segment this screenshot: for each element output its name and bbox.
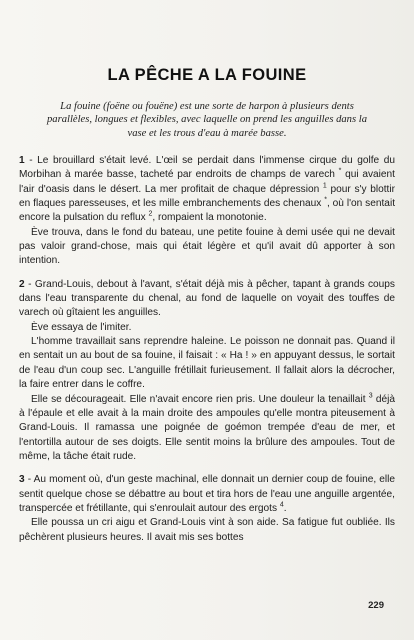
text-run: - Le brouillard s'était levé. L'œil se perdait dans l'immense cirque du golfe du Morbihan à marée basse, tacheté par endroits de champs de varech: [19, 155, 395, 181]
paragraph: Elle poussa un cri aigu et Grand-Louis vint à son aide. Sa fatigue fut oubliée. Ils pêchèrent plusieurs heures. Il avait mis ses bottes: [19, 517, 395, 543]
paragraph: L'homme travaillait sans reprendre haleine. Le poisson ne donnait pas. Quand il en sentait un au bout de sa fouine, il faisait : « Ha ! » en appuyant dessus, le sortait de l'eau d'un coup sec. L'anguille frétillait furieusement. Il fallait alors la décrocher, la faire entrer dans le coffre.: [19, 336, 395, 391]
footnote-mark: 4: [279, 501, 284, 509]
page-title: LA PÊCHE A LA FOUINE: [107, 66, 307, 84]
body-text: [19, 154, 395, 545]
text-run: - Au moment où, d'un geste machinal, elle donnait un dernier coup de fouine, elle sentit quelque chose se débattre au bout et tira hors de l'eau une anguille argentée, transpercée et frétillante, qui s'enroulait autour des ergots: [19, 474, 395, 514]
paragraph-2: [19, 278, 395, 321]
paragraph-3: [19, 473, 395, 516]
text-run: , rompaient la monotonie.: [152, 212, 267, 224]
paragraph: Ève trouva, dans le fond du bateau, une petite fouine à demi usée qui ne devait pas valoir grand-chose, mais qui était légère et qu'il avait dû apporter à son intention.: [19, 226, 395, 267]
text-run: pour s'y blottir en flaques paresseuses, et les mille embranchements des chenaux: [19, 183, 395, 210]
footnote-mark: 2: [148, 211, 153, 218]
footnote-mark: *: [324, 196, 327, 204]
text-run: , où l'on sentait encore la pulsation du reflux: [19, 198, 396, 224]
paragraph: Ève essaya de l'imiter.: [31, 321, 132, 333]
text-run: qui avaient l'air d'oasis dans le désert. La mer profitait de chaque dépression: [19, 169, 395, 195]
text-run: déjà à l'épaule et elle avait à la main droite des ampoules qu'elle montra piteusement à Grand-Louis. Il ramassa une poignée de goémon trempée d'eau de mer, et l'entortilla autour de ses doigts. Elle sentit moins la brûlure des ampoules. Tout de même, la tâche était rude.: [19, 393, 396, 462]
paragraph-1: [19, 154, 395, 226]
page-number: 229: [368, 600, 384, 611]
footnote-mark: 1: [322, 182, 327, 190]
text-run: Elle se décourageait. Elle n'avait encore rien pris. Une douleur la tenaillait: [31, 393, 369, 405]
paragraph: [19, 393, 395, 465]
paragraph-number: 2: [19, 278, 25, 290]
paragraph-number: 3: [19, 474, 25, 486]
paragraph-number: 1: [19, 155, 25, 166]
text-run: - Grand-Louis, debout à l'avant, s'était déjà mis à pêcher, tapant à grands coups dans l'eau transparente du chenal, au fond de laquelle on voyait des touffes de varech où gîtaient les anguilles.: [19, 278, 395, 319]
footnote-mark: *: [338, 167, 342, 175]
intro-definition: La fouine (foëne ou fouëne) est une sorte de harpon à plusieurs dents parallèles, longues et flexibles, avec laquelle on prend les anguilles dans la vase et les trous d'eau à marée basse.: [46, 101, 367, 139]
text-run: .: [283, 502, 287, 514]
footnote-mark: 3: [368, 392, 373, 400]
